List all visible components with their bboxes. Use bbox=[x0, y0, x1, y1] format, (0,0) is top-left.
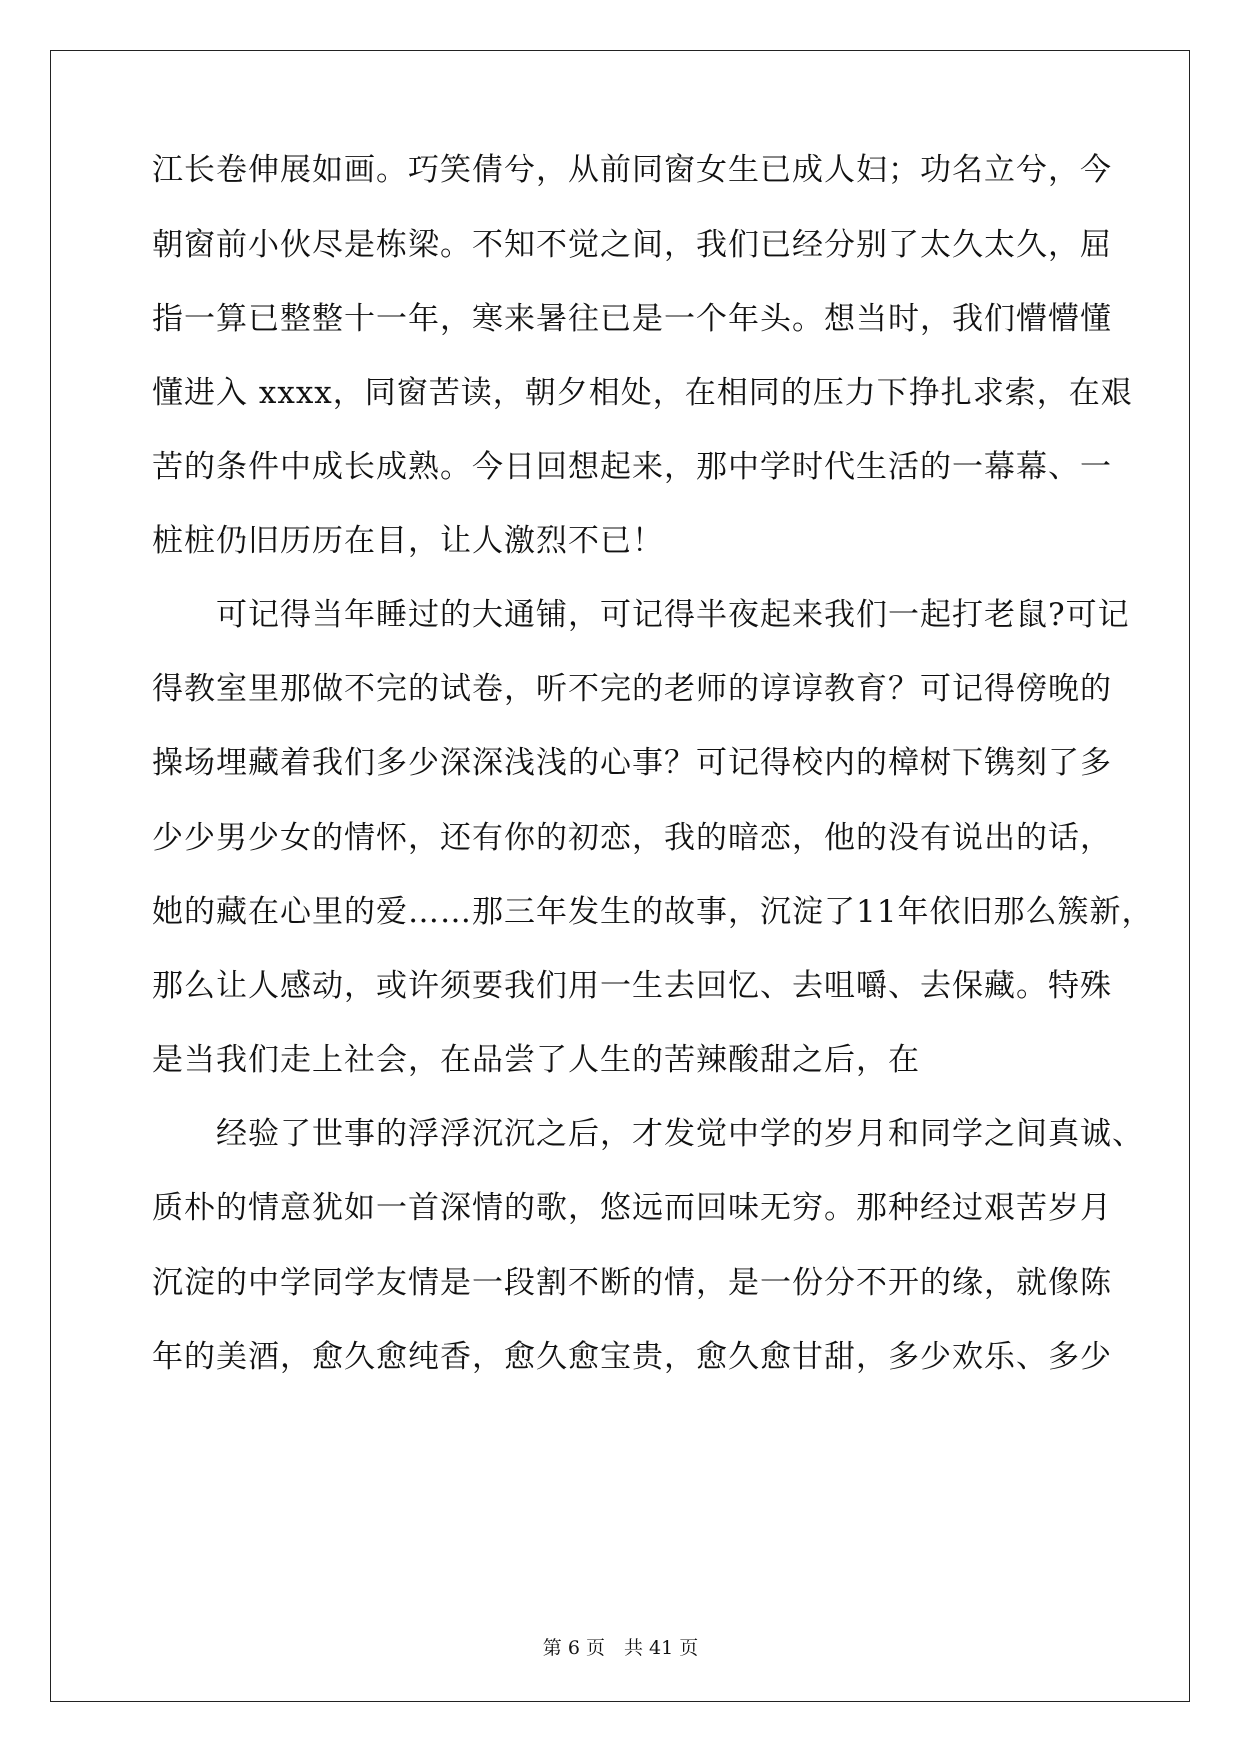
text-line: 朝窗前小伙尽是栋梁。不知不觉之间，我们已经分别了太久太久，屈 bbox=[152, 227, 1112, 263]
text-line: 苦的条件中成长成熟。今日回想起来，那中学时代生活的一幕幕、一 bbox=[152, 449, 1112, 485]
paragraph-first-line: 经验了世事的浮浮沉沉之后，才发觉中学的岁月和同学之间真诚、 bbox=[216, 1116, 1144, 1152]
page-number-footer: 第 6 页 共 41 页 bbox=[542, 1637, 699, 1659]
text-line: 是当我们走上社会，在品尝了人生的苦辣酸甜之后，在 bbox=[152, 1042, 920, 1078]
text-line: 年的美酒，愈久愈纯香，愈久愈宝贵，愈久愈甘甜，多少欢乐、多少 bbox=[152, 1339, 1112, 1375]
text-line: 懂进入 xxxx，同窗苦读，朝夕相处，在相同的压力下挣扎求索，在艰 bbox=[152, 375, 1133, 411]
text-line: 沉淀的中学同学友情是一段割不断的情，是一份分不开的缘，就像陈 bbox=[152, 1265, 1112, 1301]
text-line: 江长卷伸展如画。巧笑倩兮，从前同窗女生已成人妇；功名立兮，今 bbox=[152, 152, 1112, 188]
text-line: 少少男少女的情怀，还有你的初恋，我的暗恋，他的没有说出的话， bbox=[152, 820, 1112, 856]
text-line: 她的藏在心里的爱……那三年发生的故事，沉淀了11年依旧那么簇新， bbox=[152, 894, 1154, 930]
text-line: 质朴的情意犹如一首深情的歌，悠远而回味无穷。那种经过艰苦岁月 bbox=[152, 1190, 1112, 1226]
text-line: 操场埋藏着我们多少深深浅浅的心事？可记得校内的樟树下镌刻了多 bbox=[152, 745, 1112, 781]
text-line: 得教室里那做不完的试卷，听不完的老师的谆谆教育？可记得傍晚的 bbox=[152, 671, 1112, 707]
paragraph-first-line: 可记得当年睡过的大通铺，可记得半夜起来我们一起打老鼠?可记 bbox=[216, 597, 1130, 633]
page-border bbox=[50, 50, 1190, 1702]
text-line: 那么让人感动，或许须要我们用一生去回忆、去咀嚼、去保藏。特殊 bbox=[152, 968, 1112, 1004]
text-line: 指一算已整整十一年，寒来暑往已是一个年头。想当时，我们懵懵懂 bbox=[152, 301, 1112, 337]
text-line: 桩桩仍旧历历在目，让人激烈不已！ bbox=[152, 523, 664, 559]
